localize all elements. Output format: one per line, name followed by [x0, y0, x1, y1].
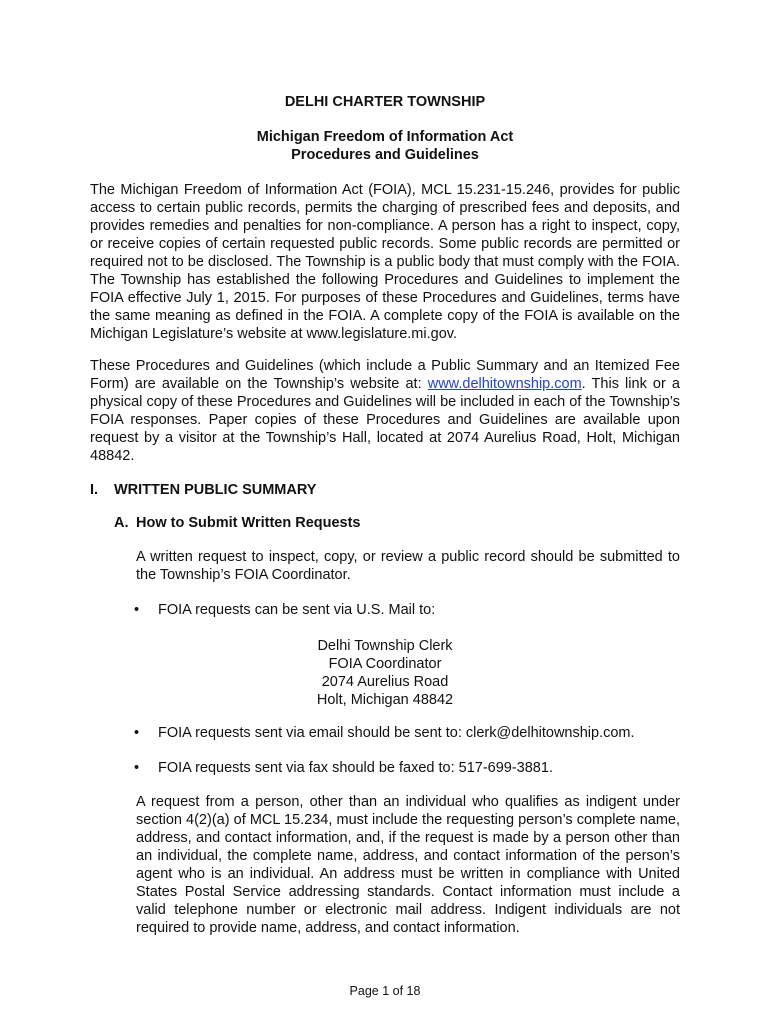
- subtitle-line-2: Procedures and Guidelines: [291, 147, 479, 163]
- bullet-icon: •: [134, 760, 140, 776]
- address-line-4: Holt, Michigan 48842: [316, 692, 454, 708]
- township-website-link[interactable]: www.delhitownship.com: [427, 376, 582, 392]
- mailing-address: [0, 637, 770, 709]
- availability-text-after-link: . This link or a physical copy of these Procedures and Guidelines will be included in each of the Township’s FOIA responses. Paper copies of these Procedures and Guidelines are available upon request by a visitor at the Township’s Hall, located at 2074 Aurelius Road, Holt, Michigan 48842.: [90, 376, 680, 464]
- bullet-icon: •: [134, 725, 140, 741]
- subsection-number: A.: [114, 515, 129, 531]
- section-title: WRITTEN PUBLIC SUMMARY: [114, 482, 317, 498]
- request-requirements-paragraph: A request from a person, other than an individual who qualifies as indigent under section 4(2)(a) of MCL 15.234, must include the requesting person’s complete name, address, and contact information, and, if the request is made by a person other than an individual, the complete name, address, and contact information of the person’s agent who is an individual. An address must be written in compliance with United States Postal Service addressing standards. Contact information must include a valid telephone number or electronic mail address. Indigent individuals are not required to provide name, address, and contact information.: [136, 794, 680, 936]
- submission-paragraph: A written request to inspect, copy, or review a public record should be submitted to the Township’s FOIA Coordinator.: [136, 549, 680, 583]
- document-subtitle: [0, 128, 770, 164]
- address-line-1: Delhi Township Clerk: [317, 638, 453, 654]
- availability-text-before-link: These Procedures and Guidelines (which include a Public Summary and an Itemized Fee Form) are available on the Township’s website at:: [90, 358, 680, 392]
- subsection-heading: [114, 514, 361, 532]
- availability-paragraph: [90, 357, 680, 465]
- address-line-2: FOIA Coordinator: [328, 656, 442, 672]
- intro-paragraph: The Michigan Freedom of Information Act (FOIA), MCL 15.231-15.246, provides for public access to certain public records, permits the charging of prescribed fees and deposits, and provides remedies and penalties for non-compliance. A person has a right to inspect, copy, or receive copies of certain requested public records. Some public records are permitted or required not to be disclosed. The Township is a public body that must comply with the FOIA. The Township has established the following Procedures and Guidelines to implement the FOIA effective July 1, 2015. For purposes of these Procedures and Guidelines, terms have the same meaning as defined in the FOIA. A complete copy of the FOIA is available on the Michigan Legislature’s website at www.legislature.mi.gov.: [90, 182, 680, 342]
- section-number: I.: [90, 482, 99, 498]
- list-item-fax-text: FOIA requests sent via fax should be faxed to: 517-699-3881.: [158, 760, 553, 776]
- document-title: DELHI CHARTER TOWNSHIP: [284, 94, 486, 110]
- address-line-3: 2074 Aurelius Road: [321, 674, 449, 690]
- page-number: Page 1 of 18: [349, 984, 421, 998]
- section-heading: [90, 481, 316, 499]
- subsection-title: How to Submit Written Requests: [136, 515, 361, 531]
- bullet-icon: •: [134, 602, 140, 618]
- list-item-mail-text: FOIA requests can be sent via U.S. Mail to:: [158, 602, 436, 618]
- list-item-email-text: FOIA requests sent via email should be sent to: clerk@delhitownship.com.: [158, 725, 635, 741]
- subtitle-line-1: Michigan Freedom of Information Act: [256, 129, 514, 145]
